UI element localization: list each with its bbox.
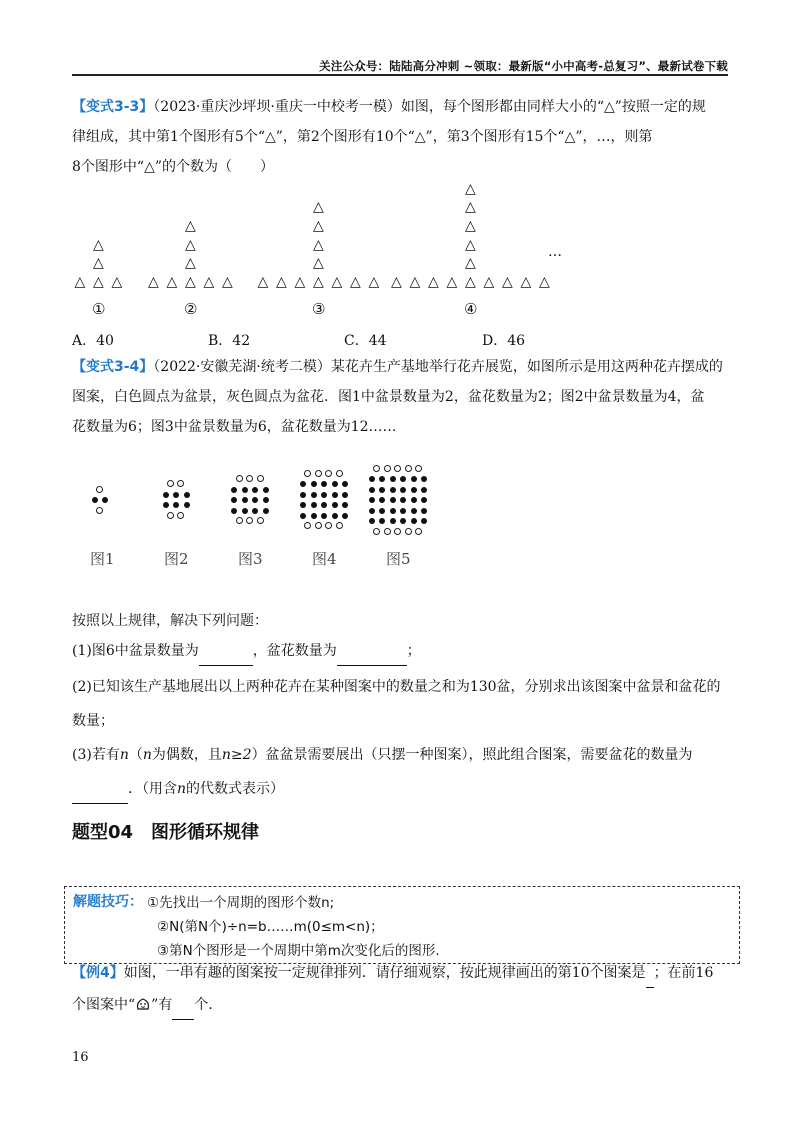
flower-dot: [369, 476, 375, 482]
bonsai-ring: [257, 517, 264, 524]
flower-dot: [369, 497, 375, 503]
flower-dot: [332, 481, 338, 487]
triangle-mark: △: [185, 236, 196, 253]
triangle-mark: △: [185, 255, 196, 272]
bonsai-ring: [394, 528, 401, 535]
flower-dot: [332, 513, 338, 519]
bonsai-ring: [415, 465, 422, 472]
bonsai-ring: [373, 528, 380, 535]
figure-labels-row: [0, 300, 800, 322]
bonsai-ring: [315, 470, 322, 477]
answer-blank-2[interactable]: [337, 649, 407, 666]
bonsai-ring: [96, 486, 103, 493]
flower-dot: [184, 492, 190, 498]
flower-dot: [311, 492, 317, 498]
bonsai-ring: [304, 522, 311, 529]
triangle-mark: △: [185, 274, 196, 290]
flower-dot: [379, 476, 385, 482]
flower-dot: [311, 502, 317, 508]
triangle-mark: △: [313, 255, 324, 272]
flower-dot: [332, 502, 338, 508]
flower-dot: [163, 502, 169, 508]
flower-dot: [411, 518, 417, 524]
option-d[interactable]: D．46: [482, 333, 526, 349]
flower-dot: [242, 497, 248, 503]
flower-dot: [321, 502, 327, 508]
flower-dot: [421, 508, 427, 514]
triangle-mark: △: [313, 199, 324, 216]
flower-dot: [173, 502, 179, 508]
triangle-mark: △: [520, 274, 532, 290]
triangle-mark: △: [428, 274, 439, 290]
flower-dot: [379, 508, 385, 514]
flower-dot: [263, 487, 269, 493]
flower-dot: [242, 508, 248, 514]
triangle-mark: △: [257, 274, 269, 290]
triangle-mark: △: [502, 274, 513, 290]
flower-dot: [369, 508, 375, 514]
flower-dot: [184, 502, 190, 508]
triangle-mark: △: [465, 236, 476, 253]
flower-dot: [411, 487, 417, 493]
flower-dot: [400, 518, 406, 524]
figure-label-1: ①: [92, 300, 106, 318]
tips-line-2: ②N(第N个)÷n=b……m(0≤m<n)；: [157, 919, 384, 935]
answer-blank-5[interactable]: [172, 1003, 194, 1020]
flower-dot: [102, 497, 108, 503]
flower-dot: [321, 513, 327, 519]
triangle-mark: △: [74, 274, 86, 290]
tips-box: [64, 886, 740, 964]
flower-dot: [369, 518, 375, 524]
bonsai-ring: [336, 522, 343, 529]
flower-dot: [263, 497, 269, 503]
flower-dot: [421, 487, 427, 493]
bonsai-ring: [315, 522, 322, 529]
flower-dot: [321, 481, 327, 487]
answer-blank-1[interactable]: [199, 649, 253, 666]
dot-figure-label-4: 图4: [312, 550, 337, 568]
bonsai-ring: [167, 512, 174, 519]
question-tag: 【变式3-3】: [72, 99, 154, 115]
triangle-mark: △: [313, 274, 324, 290]
tips-label: 解题技巧：: [73, 894, 143, 910]
flower-dot: [263, 508, 269, 514]
flower-dot: [342, 492, 348, 498]
flower-dot: [379, 487, 385, 493]
flower-dot: [421, 518, 427, 524]
flower-dot: [421, 476, 427, 482]
bonsai-ring: [177, 512, 184, 519]
triangle-mark: △: [148, 274, 159, 290]
flower-dot: [411, 508, 417, 514]
triangle-mark: △: [313, 236, 324, 253]
triangle-mark: △: [111, 274, 123, 290]
triangle-mark: △: [294, 274, 306, 290]
bonsai-ring: [384, 528, 391, 535]
flower-dot: [242, 487, 248, 493]
flower-dot: [369, 487, 375, 493]
flower-dot: [163, 492, 169, 498]
triangle-mark: △: [409, 274, 421, 290]
dot-figure-labels: [0, 548, 800, 570]
question-tag: 【变式3-4】: [72, 359, 154, 375]
answer-blank-4[interactable]: [646, 971, 654, 988]
triangle-mark: △: [313, 217, 324, 234]
bonsai-ring: [373, 465, 380, 472]
flower-dot: [390, 487, 396, 493]
figure-label-2: ②: [184, 300, 198, 318]
triangle-mark: △: [203, 274, 215, 290]
flower-dot: [390, 508, 396, 514]
flower-dot: [311, 481, 317, 487]
bonsai-ring: [405, 465, 412, 472]
flower-dot: [231, 497, 237, 503]
dot-figure-label-2: 图2: [164, 550, 189, 568]
flower-dot: [231, 487, 237, 493]
tips-line-3: ③第N个图形是一个周期中第m次变化后的图形.: [157, 943, 440, 959]
option-c[interactable]: C．44: [344, 333, 387, 349]
flower-dot: [252, 508, 258, 514]
bonsai-ring: [96, 507, 103, 514]
triangle-mark: △: [465, 217, 476, 234]
example-tag: 【例4】: [72, 965, 124, 981]
flower-dot: [390, 476, 396, 482]
dot-figure-label-3: 图3: [238, 550, 263, 568]
triangle-mark: △: [222, 274, 233, 290]
flower-dot: [342, 502, 348, 508]
bonsai-ring: [304, 470, 311, 477]
flower-dot: [300, 481, 306, 487]
triangle-mark: △: [465, 274, 476, 290]
triangle-mark: △: [185, 217, 196, 234]
dot-figure-label-1: 图1: [90, 550, 115, 568]
figure-label-4: ④: [464, 300, 478, 318]
bonsai-ring: [415, 528, 422, 535]
triangle-mark: △: [93, 255, 104, 272]
triangle-mark: △: [483, 274, 495, 290]
answer-blank-3[interactable]: [72, 787, 128, 804]
triangle-mark: △: [276, 274, 287, 290]
triangle-mark: △: [368, 274, 380, 290]
flower-dot: [342, 513, 348, 519]
flower-dot: [379, 497, 385, 503]
triangle-mark: △: [465, 255, 476, 272]
smiley-icon: [135, 992, 151, 1006]
triangle-mark: △: [446, 274, 458, 290]
answer-options: [72, 330, 732, 350]
triangle-mark: △: [166, 274, 178, 290]
ellipsis: …: [548, 244, 562, 260]
flower-dot: [92, 497, 98, 503]
bonsai-ring: [246, 475, 253, 482]
triangle-mark: △: [331, 274, 343, 290]
triangle-mark: △: [93, 236, 104, 253]
triangle-mark: △: [391, 274, 402, 290]
bonsai-ring: [325, 470, 332, 477]
example-4-text: 【例4】如图，一串有趣的图案按一定规律排列．请仔细观察，按此规律画出的第10个图案是 ；在前16 个图案中“ ”有 个．: [72, 958, 742, 1020]
triangle-pattern-figure: [0, 0, 800, 330]
triangle-mark: △: [465, 180, 476, 197]
triangle-mark: △: [350, 274, 361, 290]
flower-dot: [400, 487, 406, 493]
flower-dot: [400, 497, 406, 503]
bonsai-ring: [246, 517, 253, 524]
flower-dot: [400, 508, 406, 514]
bonsai-ring: [336, 470, 343, 477]
question-3-4-text: 【变式3-4】（2022·安徽芜湖·统考二模）某花卉生产基地举行花卉展览，如图所示是用这两种花卉摆成的 图案，白色圆点为盆景，灰色圆点为盆花．图1中盆景数量为2，盆花数量为2；图2中盆景数量为4，盆 花数量为6；图3中盆景数量为6，盆花数量为12……: [72, 359, 723, 435]
question-3-3-text: 【变式3-3】（2023·重庆沙坪坝·重庆一中校考一模）如图，每个图形都由同样大小的“△”按照一定的规 律组成，其中第1个图形有5个“△”，第2个图形有10个“△”，第3个图形有15个“△”，…，则第 8个图形中“△”的个数为（ ）: [72, 99, 706, 175]
flower-dot: [231, 508, 237, 514]
flower-dot: [379, 518, 385, 524]
flower-dot: [390, 518, 396, 524]
bonsai-ring: [257, 475, 264, 482]
flower-dot: [421, 497, 427, 503]
flower-dot: [342, 481, 348, 487]
bonsai-ring: [236, 475, 243, 482]
tips-line-1: ①先找出一个周期的图形个数n;: [147, 895, 335, 911]
flower-dot: [390, 497, 396, 503]
bonsai-ring: [177, 480, 184, 487]
flower-dot: [411, 476, 417, 482]
flower-dot: [173, 492, 179, 498]
header-text: 关注公众号：陆陆高分冲刺 ~领取：最新版“小中高考-总复习”、最新试卷下载: [319, 59, 728, 73]
bonsai-ring: [405, 528, 412, 535]
figure-label-3: ③: [312, 300, 326, 318]
triangle-mark: △: [539, 274, 550, 290]
flower-dot: [300, 502, 306, 508]
page-number: 16: [72, 1050, 89, 1065]
question-3-4-subquestions: 按照以上规律，解决下列问题： (1)图6中盆景数量为 ，盆花数量为 ； (2)已知该生产基地展出以上两种花卉在某种图案中的数量之和为130盆，分别求出该图案中盆景和盆花的 数量； (3)若有n（n为偶数，且n≥2）盆盆景需要展出（只摆一种图案），照此组合图案，需要盆花的数量为 ．（用含n的代数式表示）: [72, 606, 742, 804]
bonsai-ring: [384, 465, 391, 472]
flower-pattern-figure: [0, 450, 800, 550]
bonsai-ring: [394, 465, 401, 472]
bonsai-ring: [167, 480, 174, 487]
flower-dot: [252, 487, 258, 493]
flower-dot: [311, 513, 317, 519]
triangle-mark: △: [93, 274, 104, 290]
flower-dot: [332, 492, 338, 498]
triangle-mark: △: [465, 199, 476, 216]
option-b[interactable]: B．42: [208, 333, 251, 349]
flower-dot: [252, 497, 258, 503]
bonsai-ring: [236, 517, 243, 524]
flower-dot: [411, 497, 417, 503]
option-a[interactable]: A．40: [72, 333, 114, 349]
flower-dot: [300, 513, 306, 519]
flower-dot: [400, 476, 406, 482]
dot-figure-label-5: 图5: [386, 550, 411, 568]
bonsai-ring: [325, 522, 332, 529]
section-title: 题型04 图形循环规律: [72, 822, 260, 843]
flower-dot: [321, 492, 327, 498]
flower-dot: [300, 492, 306, 498]
